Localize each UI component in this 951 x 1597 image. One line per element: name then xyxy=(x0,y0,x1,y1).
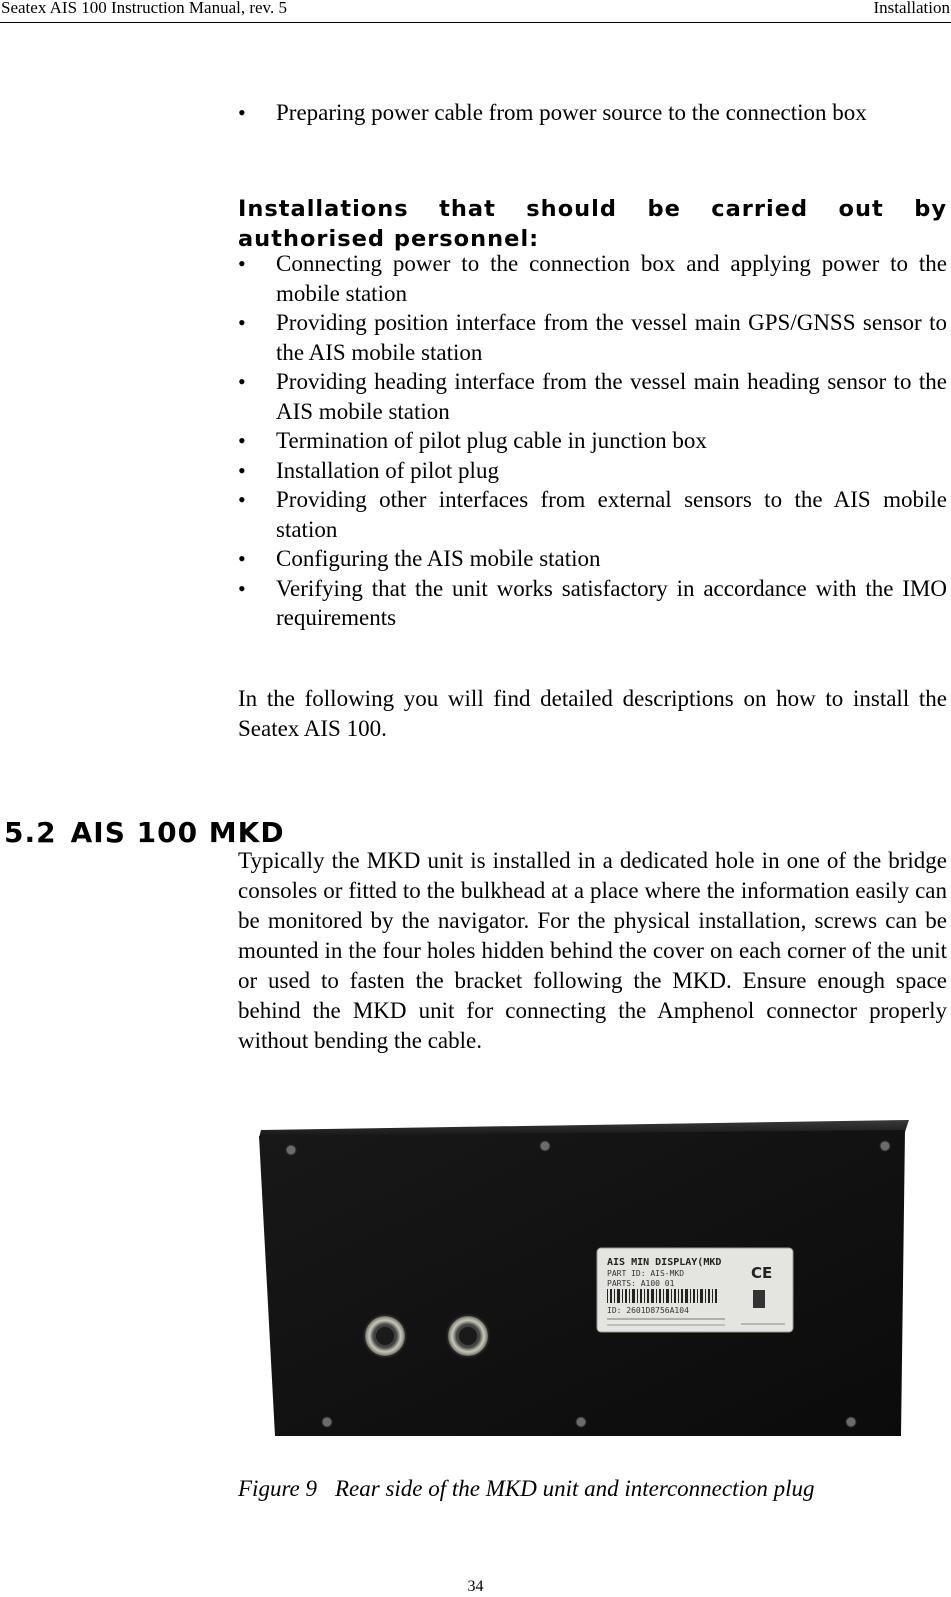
screw-icon xyxy=(322,1417,332,1427)
ce-mark: CE xyxy=(751,1264,773,1282)
page-number: 34 xyxy=(467,1578,484,1595)
section-body-block xyxy=(238,846,947,1056)
section-title-text: AIS 100 MKD xyxy=(70,816,285,849)
authorised-bullet-list xyxy=(238,249,947,633)
page-header xyxy=(0,0,951,23)
figure-caption xyxy=(238,1476,815,1502)
screw-icon xyxy=(286,1145,296,1155)
list-item: • Installation of pilot plug xyxy=(238,456,947,486)
unit-body xyxy=(259,1130,905,1436)
following-paragraph-block xyxy=(238,684,947,744)
intro-list-block xyxy=(238,98,947,128)
header-chapter: Installation xyxy=(873,0,950,17)
mkd-rear-photo xyxy=(255,1118,930,1464)
list-item: • Providing other interfaces from external sensors to the AIS mobile station xyxy=(238,485,947,544)
label-line-2: PART ID: AIS-MKD xyxy=(607,1269,685,1278)
header-manual-title: Seatex AIS 100 Instruction Manual, rev. 5 xyxy=(1,0,287,17)
list-item: • Providing position interface from the vessel main GPS/GNSS sensor to the AIS mobile station xyxy=(238,308,947,367)
label-serial: ID: 2601D8756A104 xyxy=(607,1306,689,1315)
screw-icon xyxy=(576,1417,586,1427)
following-paragraph: In the following you will find detailed descriptions on how to install the Seatex AIS 100. xyxy=(238,686,947,741)
intro-bullet-list xyxy=(238,98,947,128)
section-body: Typically the MKD unit is installed in a dedicated hole in one of the bridge consoles or fitted to the bulkhead at a place where the information easily can be monitored by the navigator. For the physical installation, screws can be mounted in the four holes hidden behind the cover on each corner of the unit or used to fasten the bracket following the MKD. Ensure enough space behind the MKD unit for connecting the Amphenol connector properly without bending the cable. xyxy=(238,848,947,1053)
product-label xyxy=(597,1248,793,1332)
screw-icon xyxy=(846,1417,856,1427)
authorised-list-block xyxy=(238,249,947,633)
label-line-3: PARTS: A100 01 xyxy=(607,1279,675,1288)
list-item: • Verifying that the unit works satisfactory in accordance with the IMO requirements xyxy=(238,574,947,633)
figure-caption-text: Rear side of the MKD unit and interconnection plug xyxy=(335,1476,815,1501)
list-item: • Configuring the AIS mobile station xyxy=(238,544,947,574)
section-number: 5.2 xyxy=(4,816,57,849)
authorised-heading: Installations that should be carried out by authorised personnel: xyxy=(238,196,947,252)
list-item: • Connecting power to the connection box and applying power to the mobile station xyxy=(238,249,947,308)
label-line-1: AIS MIN DISPLAY(MKD xyxy=(607,1257,722,1268)
list-item: • Termination of pilot plug cable in junction box xyxy=(238,426,947,456)
recycle-mark-icon xyxy=(753,1290,765,1308)
screw-icon xyxy=(880,1141,890,1151)
figure-label: Figure 9 xyxy=(238,1476,317,1501)
screw-icon xyxy=(540,1141,550,1151)
list-item: • Providing heading interface from the vessel main heading sensor to the AIS mobile station xyxy=(238,367,947,426)
section-heading xyxy=(4,816,285,849)
list-item: • Preparing power cable from power source to the connection box xyxy=(238,98,947,128)
